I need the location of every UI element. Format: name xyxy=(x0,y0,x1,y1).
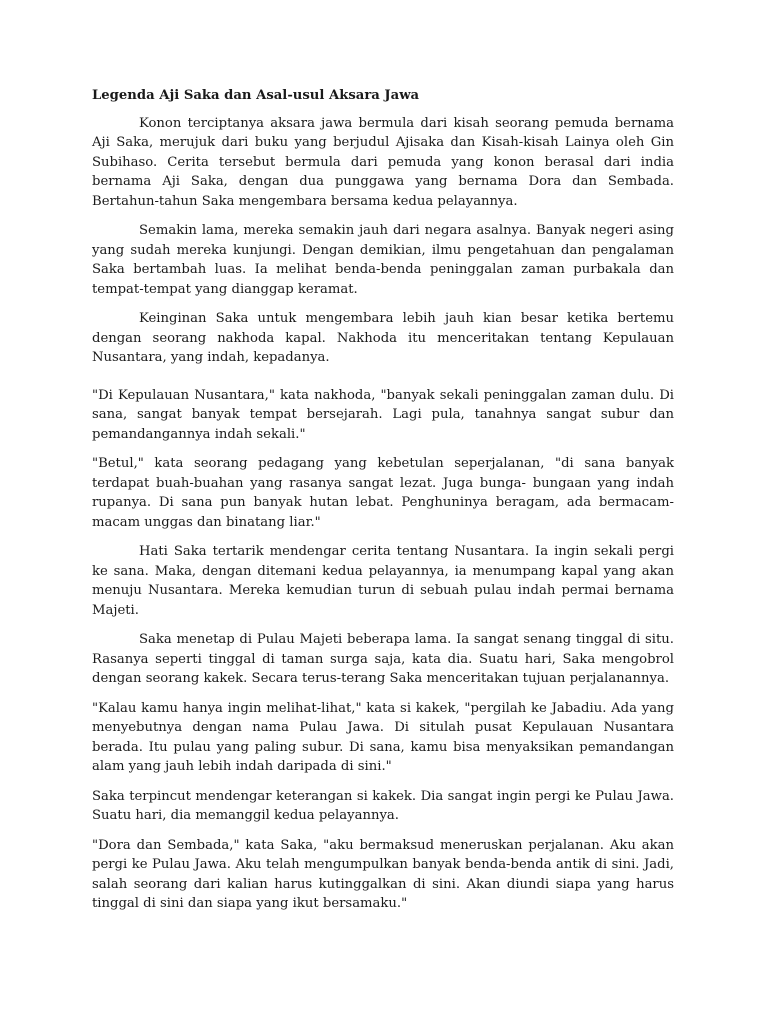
paragraph: "Betul," kata seorang pedagang yang kebetulan seperjalanan, "di sana banyak terdapat buah-buahan yang rasanya sangat lezat. Juga bunga- bungaan yang indah rupanya. Di sana pun banyak hutan lebat. Penghuninya beragam, ada bermacam-macam unggas dan binatang liar." xyxy=(92,456,674,530)
paragraph: Hati Saka tertarik mendengar cerita tentang Nusantara. Ia ingin sekali pergi ke sana. Maka, dengan ditemani kedua pelayannya, ia menumpang kapal yang akan menuju Nusantara. Mereka kemudian turun di sebuah pulau indah permai bernama Majeti. xyxy=(92,544,674,618)
paragraph: Saka menetap di Pulau Majeti beberapa lama. Ia sangat senang tinggal di situ. Rasanya seperti tinggal di taman surga saja, kata dia. Suatu hari, Saka mengobrol dengan seorang kakek. Secara terus-terang Saka menceritakan tujuan perjalanannya. xyxy=(92,632,674,686)
document-title: Legenda Aji Saka dan Asal-usul Aksara Jawa xyxy=(92,88,420,103)
paragraph: Saka terpincut mendengar keterangan si kakek. Dia sangat ingin pergi ke Pulau Jawa. Suatu hari, dia memanggil kedua pelayannya. xyxy=(92,788,674,823)
paragraph: Konon terciptanya aksara jawa bermula dari kisah seorang pemuda bernama Aji Saka, merujuk dari buku yang berjudul Ajisaka dan Kisah-kisah Lainya oleh Gin Subihaso. Cerita tersebut bermula dari pemuda yang konon berasal dari india bernama Aji Saka, dengan dua punggawa yang bernama Dora dan Sembada. Bertahun-tahun Saka mengembara bersama kedua pelayannya. xyxy=(92,115,674,209)
paragraph: "Dora dan Sembada," kata Saka, "aku bermaksud meneruskan perjalanan. Aku akan pergi ke Pulau Jawa. Aku telah mengumpulkan banyak benda-benda antik di sini. Jadi, salah seorang dari kalian harus kutinggalkan di sini. Akan diundi siapa yang harus tinggal di sini dan siapa yang ikut bersamaku." xyxy=(92,837,674,911)
paragraph: "Kalau kamu hanya ingin melihat-lihat," kata si kakek, "pergilah ke Jabadiu. Ada yang menyebutnya dengan nama Pulau Jawa. Di situlah pusat Kepulauan Nusantara berada. Itu pulau yang paling subur. Di sana, kamu bisa menyaksikan pemandangan alam yang jauh lebih indah daripada di sini." xyxy=(92,700,674,774)
paragraph: Semakin lama, mereka semakin jauh dari negara asalnya. Banyak negeri asing yang sudah mereka kunjungi. Dengan demikian, ilmu pengetahuan dan pengalaman Saka bertambah luas. Ia melihat benda-benda peninggalan zaman purbakala dan tempat-tempat yang dianggap keramat. xyxy=(92,223,674,297)
document-page xyxy=(92,86,674,924)
paragraph: "Di Kepulauan Nusantara," kata nakhoda, "banyak sekali peninggalan zaman dulu. Di sana, sangat banyak tempat bersejarah. Lagi pula, tanahnya sangat subur dan pemandangannya indah sekali." xyxy=(92,387,674,442)
paragraph: Keinginan Saka untuk mengembara lebih jauh kian besar ketika bertemu dengan seorang nakhoda kapal. Nakhoda itu menceritakan tentang Kepulauan Nusantara, yang indah, kepadanya. xyxy=(92,311,674,365)
